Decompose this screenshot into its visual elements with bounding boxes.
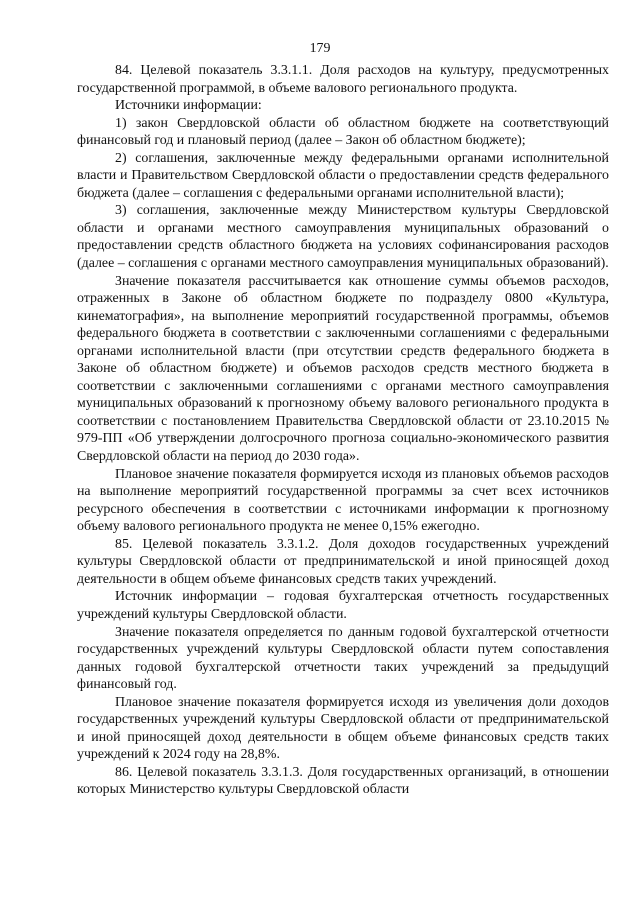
paragraph-source-1: 1) закон Свердловской области об областном бюджете на соответствующий финансовый год и плановый период (далее – Закон об областном бюджете); bbox=[77, 115, 609, 149]
document-body bbox=[77, 62, 609, 799]
page-number: 179 bbox=[309, 41, 331, 56]
paragraph-source-3: 3) соглашения, заключенные между Министерством культуры Свердловской области и органами местного самоуправления муниципальных образований о предоставлении средств областного бюджета на условиях софинансирования расходов (далее – соглашения с органами местного самоуправления муниципальных образований). bbox=[77, 203, 609, 272]
paragraph-indicator-84-plan: Плановое значение показателя формируется исходя из плановых объемов расходов на выполнение мероприятий государственной программы за счет всех источников ресурсного обеспечения в соответствии с источниками информации к прогнозному объему валового регионального продукта не менее 0,15% ежегодно. bbox=[77, 466, 609, 535]
paragraph-indicator-85-calculation: Значение показателя определяется по данным годовой бухгалтерской отчетности государственных учреждений культуры Свердловской области путем сопоставления данных годовой бухгалтерской отчетности таких учреждений за предыдущий финансовый год. bbox=[77, 624, 609, 693]
paragraph-indicator-85-title: 85. Целевой показатель 3.3.1.2. Доля доходов государственных учреждений культуры Свердловской области от предпринимательской и иной приносящей доход деятельности в общем объеме финансовых средств таких учреждений. bbox=[77, 536, 609, 587]
paragraph-indicator-84-title: 84. Целевой показатель 3.3.1.1. Доля расходов на культуру, предусмотренных государственной программой, в объеме валового регионального продукта. bbox=[77, 63, 609, 96]
paragraph-indicator-85-plan: Плановое значение показателя формируется исходя из увеличения доли доходов государственных учреждений культуры Свердловской области от предпринимательской и иной приносящей доход деятельности в общем объеме финансовых средств таких учреждений к 2024 году на 28,8%. bbox=[77, 694, 609, 763]
paragraph-indicator-86-title: 86. Целевой показатель 3.3.1.3. Доля государственных организаций, в отношении которых Министерство культуры Свердловской области bbox=[77, 764, 609, 798]
paragraph-source-2: 2) соглашения, заключенные между федеральными органами исполнительной власти и Правительством Свердловской области о предоставлении средств федерального бюджета (далее – соглашения с федеральными органами исполнительной власти); bbox=[77, 150, 609, 201]
paragraph-indicator-84-calculation: Значение показателя рассчитывается как отношение суммы объемов расходов, отраженных в Законе об областном бюджете по подразделу 0800 «Культура, кинематография», на выполнение мероприятий государственной программы, объемов федерального бюджета в соответствии с заключенными соглашениями с федеральными органами исполнительной власти (при отсутствии средств федерального бюджета в Законе об областном бюджете) и объемов расходов средств местного бюджета в соответствии с заключенными соглашениями с органами местного самоуправления муниципальных образований к прогнозному объему валового регионального продукта в соответствии с постановлением Правительства Свердловской области от 23.10.2015 № 979-ПП «Об утверждении долгосрочного прогноза социально-экономического развития Свердловской области на период до 2030 года». bbox=[77, 273, 609, 465]
paragraph-sources-heading: Источники информации: bbox=[115, 98, 262, 114]
paragraph-indicator-85-source: Источник информации – годовая бухгалтерская отчетность государственных учреждений культуры Свердловской области. bbox=[77, 589, 609, 622]
